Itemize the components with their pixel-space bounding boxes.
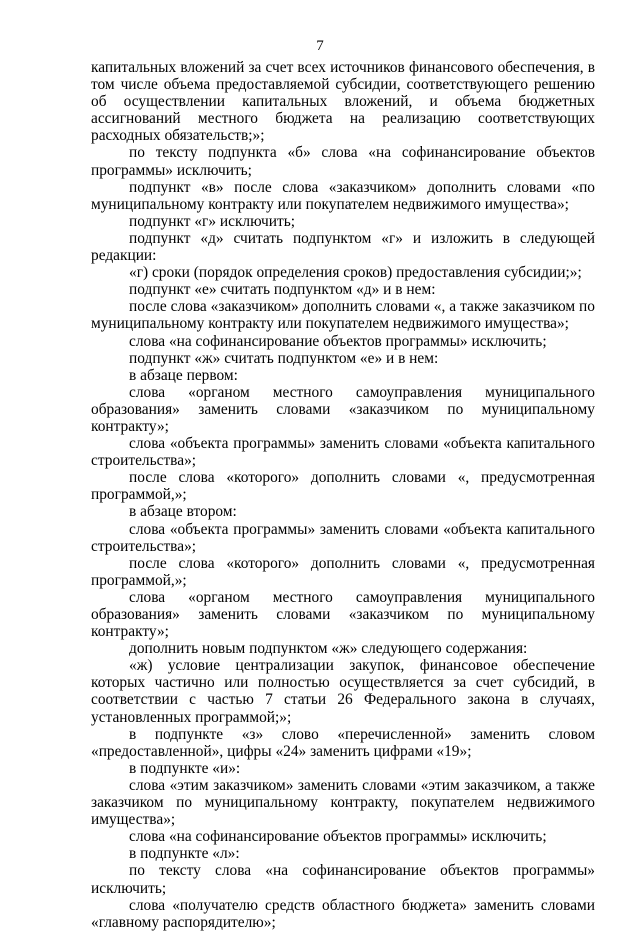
paragraph: по тексту слова «на софинансирование объектов программы» исключить;: [91, 862, 595, 897]
document-body: [91, 59, 595, 931]
paragraph: слова «этим заказчиком» заменить словами «этим заказчиком, а также заказчиком по муниципальному контракту, покупателем недвижимого имущества»;: [91, 776, 595, 829]
paragraph: слова «на софинансирование объектов программы» исключить;: [129, 828, 547, 846]
paragraph: «г) сроки (порядок определения сроков) предоставления субсидии;»;: [129, 264, 582, 282]
paragraph: в абзаце первом:: [129, 366, 238, 384]
paragraph: слова «органом местного самоуправления муниципального образования» заменить словами «заказчиком по муниципальному контракту»;: [91, 383, 595, 435]
paragraph: в подпункте «з» слово «перечисленной» заменить словом «предоставленной», цифры «24» заменить цифрами «19»;: [91, 725, 595, 760]
paragraph: подпункт «в» после слова «заказчиком» дополнить словами «по муниципальному контракту или покупателем недвижимого имущества»;: [91, 178, 595, 213]
paragraph: в подпункте «и»:: [129, 759, 241, 777]
paragraph: подпункт «е» считать подпунктом «д» и в нем:: [129, 281, 436, 299]
paragraph: подпункт «д» считать подпунктом «г» и изложить в следующей редакции:: [91, 229, 595, 265]
page-number: 7: [316, 38, 324, 54]
paragraph: по тексту подпункта «б» слова «на софинансирование объектов программы» исключить;: [91, 144, 595, 179]
paragraph: после слова «заказчиком» дополнить словами «, а также заказчиком по муниципальному контракту или покупателем недвижимого имущества»;: [91, 298, 595, 333]
paragraph: в подпункте «л»:: [129, 845, 240, 863]
paragraph: «ж) условие централизации закупок, финансовое обеспечение которых частично или полностью осуществляется за счет субсидий, в соответствии с частью 7 статьи 26 Федерального закона в случаях, установленных программой;»;: [91, 657, 595, 726]
paragraph: подпункт «ж» считать подпунктом «е» и в нем:: [129, 349, 439, 367]
paragraph: подпункт «г» исключить;: [129, 212, 296, 230]
paragraph: слова «органом местного самоуправления муниципального образования» заменить словами «заказчиком по муниципальному контракту»;: [91, 588, 595, 641]
paragraph: в абзаце втором:: [129, 503, 237, 521]
paragraph: после слова «которого» дополнить словами «, предусмотренная программой,»;: [91, 469, 595, 504]
paragraph: дополнить новым подпунктом «ж» следующего содержания:: [129, 640, 528, 658]
paragraph: после слова «которого» дополнить словами «, предусмотренная программой,»;: [91, 554, 595, 589]
paragraph: слова «объекта программы» заменить словами «объекта капитального строительства»;: [91, 435, 595, 470]
paragraph: слова «на софинансирование объектов программы» исключить;: [129, 332, 547, 350]
paragraph: слова «объекта программы» заменить словами «объекта капитального строительства»;: [91, 520, 595, 555]
paragraph: капитальных вложений за счет всех источников финансового обеспечения, в том числе объема предоставляемой субсидии, соответствующего решению об осуществлении капитальных вложений, и объема бюджетных ассигнований местного бюджета на реализацию соответствующих расходных обязательств;»;: [91, 59, 595, 145]
paragraph: слова «получателю средств областного бюджета» заменить словами «главному распорядителю»;: [91, 896, 595, 931]
